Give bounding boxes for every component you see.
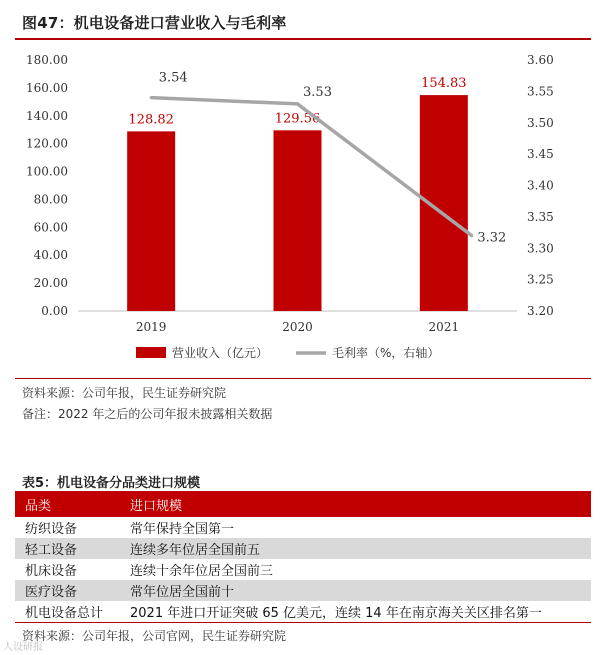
- left-axis-tick-label: 120.00: [26, 136, 68, 151]
- revenue-data-label: 128.82: [128, 112, 174, 128]
- table-bottom-rule: [15, 622, 591, 623]
- left-axis-tick-label: 80.00: [33, 192, 68, 207]
- table-row: [15, 538, 591, 559]
- revenue-margin-chart: [0, 40, 604, 375]
- right-axis-tick-label: 3.25: [527, 272, 554, 287]
- table-header-row: [15, 491, 591, 517]
- row-scale: 常年保持全国第一: [130, 522, 235, 537]
- left-axis-tick-label: 0.00: [41, 304, 68, 318]
- row-category: 轻工设备: [15, 538, 130, 559]
- revenue-data-label: 154.83: [421, 76, 467, 92]
- right-axis-tick-label: 3.35: [527, 209, 554, 224]
- right-axis-tick-label: 3.50: [527, 115, 554, 130]
- margin-data-label: 3.32: [477, 230, 507, 246]
- figure-title: 图47：机电设备进口营业收入与毛利率: [22, 14, 287, 32]
- right-axis-tick-label: 3.55: [527, 84, 554, 99]
- right-axis-tick-label: 3.20: [527, 304, 554, 318]
- revenue-bar: [274, 130, 322, 311]
- row-category: 医疗设备: [15, 580, 130, 601]
- revenue-bar: [127, 131, 175, 311]
- left-axis-tick-label: 40.00: [33, 248, 68, 263]
- row-category: 纺织设备: [25, 522, 78, 537]
- chart-source: 资料来源：公司年报，民生证券研究院: [22, 386, 227, 400]
- x-axis-tick-label: 2020: [282, 320, 313, 334]
- legend-revenue-swatch: [136, 347, 166, 358]
- chart-remark: 备注：2022 年之后的公司年报未披露相关数据: [22, 407, 273, 421]
- left-axis-tick-label: 20.00: [33, 276, 68, 291]
- header-category: 品类: [15, 491, 130, 517]
- x-axis-tick-label: 2021: [428, 320, 460, 334]
- margin-data-label: 3.53: [303, 84, 332, 100]
- margin-point: [150, 96, 153, 99]
- left-axis-tick-label: 140.00: [26, 108, 68, 123]
- left-axis-tick-label: 180.00: [26, 53, 68, 67]
- watermark: 人设研报: [3, 642, 43, 653]
- margin-data-label: 3.54: [158, 70, 188, 86]
- row-category: 机电设备总计: [25, 606, 104, 621]
- row-scale: 常年位居全国前十: [130, 580, 591, 601]
- revenue-data-label: 129.56: [274, 111, 321, 127]
- row-category: 机床设备: [25, 564, 78, 579]
- import-scale-table: [15, 491, 591, 622]
- table-row: [15, 601, 591, 622]
- legend-margin-label: 毛利率（%，右轴）: [332, 346, 440, 360]
- legend-revenue-label: 营业收入（亿元）: [172, 346, 269, 360]
- row-scale: 连续十余年位居全国前三: [130, 564, 274, 579]
- left-axis-tick-label: 160.00: [26, 80, 68, 95]
- header-scale: 进口规模: [130, 491, 591, 517]
- right-axis-tick-label: 3.45: [527, 147, 554, 162]
- table-source: 资料来源：公司年报，公司官网，民生证券研究院: [22, 629, 287, 643]
- table-title: 表5：机电设备分品类进口规模: [22, 476, 201, 491]
- x-axis-tick-label: 2019: [135, 320, 167, 334]
- right-axis-tick-label: 3.40: [527, 178, 554, 193]
- margin-point: [470, 234, 473, 237]
- right-axis-tick-label: 3.60: [527, 53, 554, 67]
- row-scale: 连续多年位居全国前五: [130, 538, 591, 559]
- table-row: [15, 580, 591, 601]
- chart-bottom-rule: [15, 378, 591, 379]
- right-axis-tick-label: 3.30: [527, 241, 554, 256]
- left-axis-tick-label: 60.00: [33, 220, 68, 235]
- margin-point: [296, 102, 299, 105]
- table-row: [15, 559, 591, 580]
- left-axis-tick-label: 100.00: [26, 164, 68, 179]
- row-scale: 2021 年进口开证突破 65 亿美元，连续 14 年在南京海关关区排名第一: [130, 606, 542, 621]
- table-row: [15, 517, 591, 538]
